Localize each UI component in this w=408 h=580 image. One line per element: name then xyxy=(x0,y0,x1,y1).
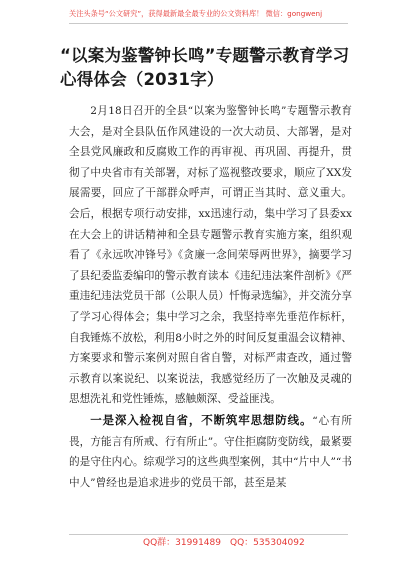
top-banner xyxy=(69,6,348,24)
banner-text: 关注头条号“公文研究”，获得最新最全最专业的公文资料库！ 微信：gongwenj xyxy=(69,9,323,18)
qq-group-number: QQ群：31991489 xyxy=(143,538,221,548)
page-footer xyxy=(69,534,348,551)
body-paragraph: 2月18日召开的全县“以案为鉴警钟长鸣”专题警示教育大会，是对全县队伍作风建设的一次大动员、大部署，是对全县党风廉政和反腐败工作的再审视、再巩固、再提升，贯彻了中央省市有关部署，对标了巡视整改要求，顺应了XX发展需要，回应了干部群众呼声，可谓正当其时、意义重大。会后，根据专项行动安排，xx迅速行动，集中学习了县委xx在大会上的讲话精神和全县专题警示教育实施方案，组织观看了《永远吹冲锋号》《贪廉一念间荣辱两世界》，摘要学习了县纪委监委编印的警示教育读本《违纪违法案件剖析》《严重违纪违法党员干部（公职人员）忏悔录选编》，并交流分享了学习心得体会；集中学习之余，我坚持率先垂范作标杆，自我锤炼不放松，利用8小时之外的时间反复重温会议精神、方案要求和警示案例对照自省自警，对标严肃查改，通过警示教育以案说纪、以案说法，我感觉经历了一次触及灵魂的思想洗礼和党性锤炼，感触颇深、受益匪浅。 xyxy=(69,105,352,406)
body-paragraph xyxy=(69,410,352,493)
qq-contact-number: QQ：535304092 xyxy=(230,538,305,548)
section-heading: 一是深入检视自省，不断筑牢思想防线。 xyxy=(90,412,313,427)
document-body xyxy=(69,101,352,493)
document-title: “以案为鉴警钟长鸣”专题警示教育学习心得体会（2031字） xyxy=(60,46,350,89)
paragraph-continuation: “心有所畏，方能言有所戒、行有所止”。守住拒腐防变防线，最紧要的是守住内心。综观学习的这些典型案例，其中“片中人”“书中人”曾经也是追求进步的党员干部，甚至是某 xyxy=(69,414,352,489)
